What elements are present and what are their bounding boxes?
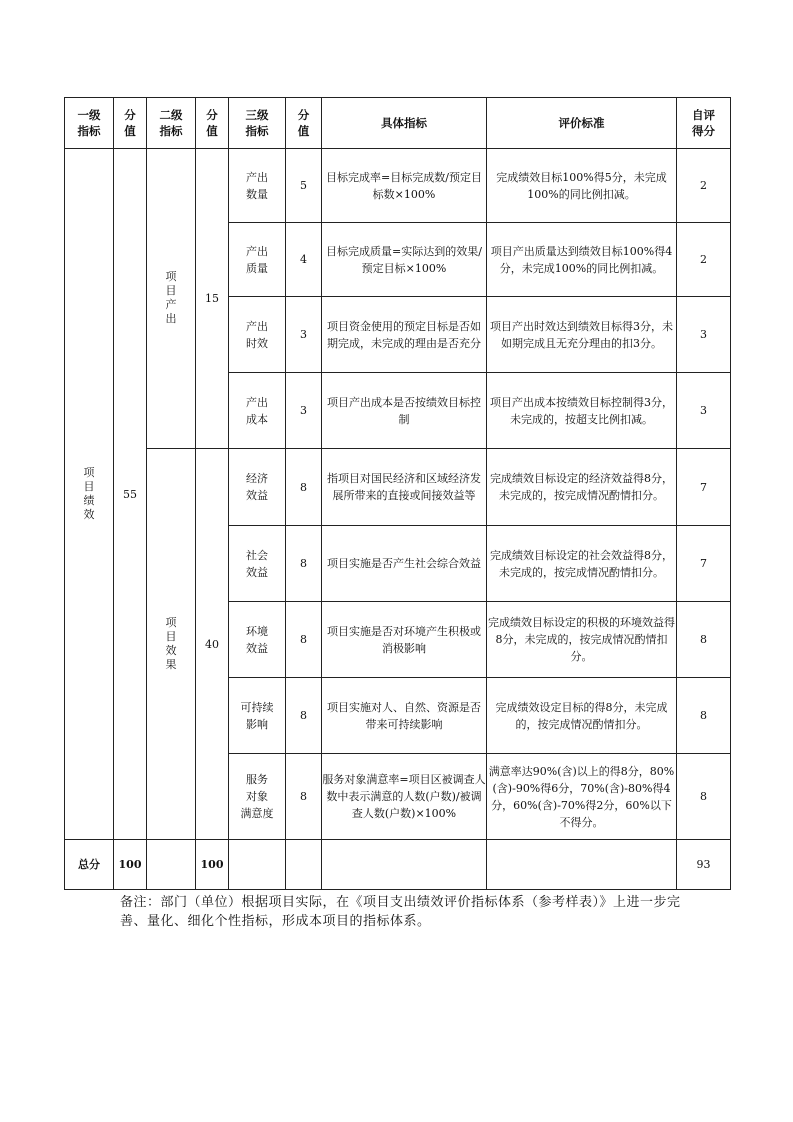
header-level2: 二级 指标 xyxy=(147,98,196,149)
self-score: 8 xyxy=(677,754,731,840)
level3-label: 产出 成本 xyxy=(229,373,286,449)
empty-cell xyxy=(229,840,286,890)
specific-indicator: 目标完成率=目标完成数/预定目标数×100% xyxy=(322,149,487,223)
evaluation-standard: 满意率达90%(含)以上的得8分，80%(含)-90%得6分，70%(含)-80%得4分，60%(含)-70%得2分，60%以下不得分。 xyxy=(487,754,677,840)
self-score: 3 xyxy=(677,297,731,373)
total-label: 总分 xyxy=(65,840,114,890)
self-score: 3 xyxy=(677,373,731,449)
self-score: 7 xyxy=(677,526,731,602)
level2-name: 项目产出 xyxy=(165,270,177,325)
level1-cell xyxy=(65,149,114,840)
header-level1: 一级 指标 xyxy=(65,98,114,149)
level3-score: 3 xyxy=(286,297,322,373)
table-row xyxy=(65,149,731,223)
header-evaluation-standard: 评价标准 xyxy=(487,98,677,149)
total-score2: 100 xyxy=(196,840,229,890)
level3-score: 8 xyxy=(286,602,322,678)
evaluation-standard: 完成绩效设定目标的得8分，未完成的，按完成情况酌情扣分。 xyxy=(487,678,677,754)
level2-cell-effect xyxy=(147,449,196,840)
performance-evaluation-table xyxy=(64,97,731,890)
level3-label: 可持续 影响 xyxy=(229,678,286,754)
specific-indicator: 目标完成质量=实际达到的效果/预定目标×100% xyxy=(322,223,487,297)
level2-score: 15 xyxy=(196,149,229,449)
total-self-score: 93 xyxy=(677,840,731,890)
evaluation-standard: 项目产出成本按绩效目标控制得3分，未完成的，按超支比例扣减。 xyxy=(487,373,677,449)
level3-label: 环境 效益 xyxy=(229,602,286,678)
header-score3: 分 值 xyxy=(286,98,322,149)
level1-name: 项目绩效 xyxy=(83,465,95,521)
evaluation-standard: 项目产出时效达到绩效目标得3分，未如期完成且无充分理由的扣3分。 xyxy=(487,297,677,373)
specific-indicator: 项目实施对人、自然、资源是否带来可持续影响 xyxy=(322,678,487,754)
level3-score: 3 xyxy=(286,373,322,449)
level3-label: 产出 数量 xyxy=(229,149,286,223)
level3-label: 社会 效益 xyxy=(229,526,286,602)
evaluation-standard: 完成绩效目标设定的经济效益得8分，未完成的，按完成情况酌情扣分。 xyxy=(487,449,677,526)
level3-score: 4 xyxy=(286,223,322,297)
level2-name: 项目效果 xyxy=(165,615,177,671)
header-score2: 分 值 xyxy=(196,98,229,149)
evaluation-standard: 项目产出质量达到绩效目标100%得4分，未完成100%的同比例扣减。 xyxy=(487,223,677,297)
empty-cell xyxy=(322,840,487,890)
evaluation-standard: 完成绩效目标设定的社会效益得8分，未完成的，按完成情况酌情扣分。 xyxy=(487,526,677,602)
total-score1: 100 xyxy=(114,840,147,890)
specific-indicator: 项目实施是否对环境产生积极或消极影响 xyxy=(322,602,487,678)
footnote: 备注：部门（单位）根据项目实际，在《项目支出绩效评价指标体系（参考样表）》上进一步完善、量化、细化个性指标，形成本项目的指标体系。 xyxy=(120,895,681,929)
level3-score: 8 xyxy=(286,678,322,754)
empty-cell xyxy=(487,840,677,890)
evaluation-standard: 完成绩效目标设定的积极的环境效益得8分，未完成的，按完成情况酌情扣分。 xyxy=(487,602,677,678)
self-score: 7 xyxy=(677,449,731,526)
specific-indicator: 服务对象满意率=项目区被调查人数中表示满意的人数(户数)/被调查人数(户数)×100% xyxy=(322,754,487,840)
level3-label: 产出 时效 xyxy=(229,297,286,373)
level2-cell-output xyxy=(147,149,196,449)
header-level3: 三级 指标 xyxy=(229,98,286,149)
header-specific-indicator: 具体指标 xyxy=(322,98,487,149)
specific-indicator: 项目产出成本是否按绩效目标控制 xyxy=(322,373,487,449)
level3-score: 8 xyxy=(286,449,322,526)
specific-indicator: 指项目对国民经济和区域经济发展所带来的直接或间接效益等 xyxy=(322,449,487,526)
evaluation-standard: 完成绩效目标100%得5分，未完成100%的同比例扣减。 xyxy=(487,149,677,223)
level3-score: 8 xyxy=(286,754,322,840)
self-score: 2 xyxy=(677,149,731,223)
specific-indicator: 项目资金使用的预定目标是否如期完成，未完成的理由是否充分 xyxy=(322,297,487,373)
specific-indicator: 项目实施是否产生社会综合效益 xyxy=(322,526,487,602)
total-row xyxy=(65,840,731,890)
empty-cell xyxy=(286,840,322,890)
empty-cell xyxy=(147,840,196,890)
level3-score: 5 xyxy=(286,149,322,223)
table-header-row xyxy=(65,98,731,149)
self-score: 8 xyxy=(677,602,731,678)
table-row xyxy=(65,449,731,526)
level3-label: 服务 对象 满意度 xyxy=(229,754,286,840)
level2-score: 40 xyxy=(196,449,229,840)
level3-score: 8 xyxy=(286,526,322,602)
header-score1: 分 值 xyxy=(114,98,147,149)
level1-score: 55 xyxy=(114,149,147,840)
header-self-score: 自评 得分 xyxy=(677,98,731,149)
level3-label: 经济 效益 xyxy=(229,449,286,526)
level3-label: 产出 质量 xyxy=(229,223,286,297)
self-score: 8 xyxy=(677,678,731,754)
self-score: 2 xyxy=(677,223,731,297)
